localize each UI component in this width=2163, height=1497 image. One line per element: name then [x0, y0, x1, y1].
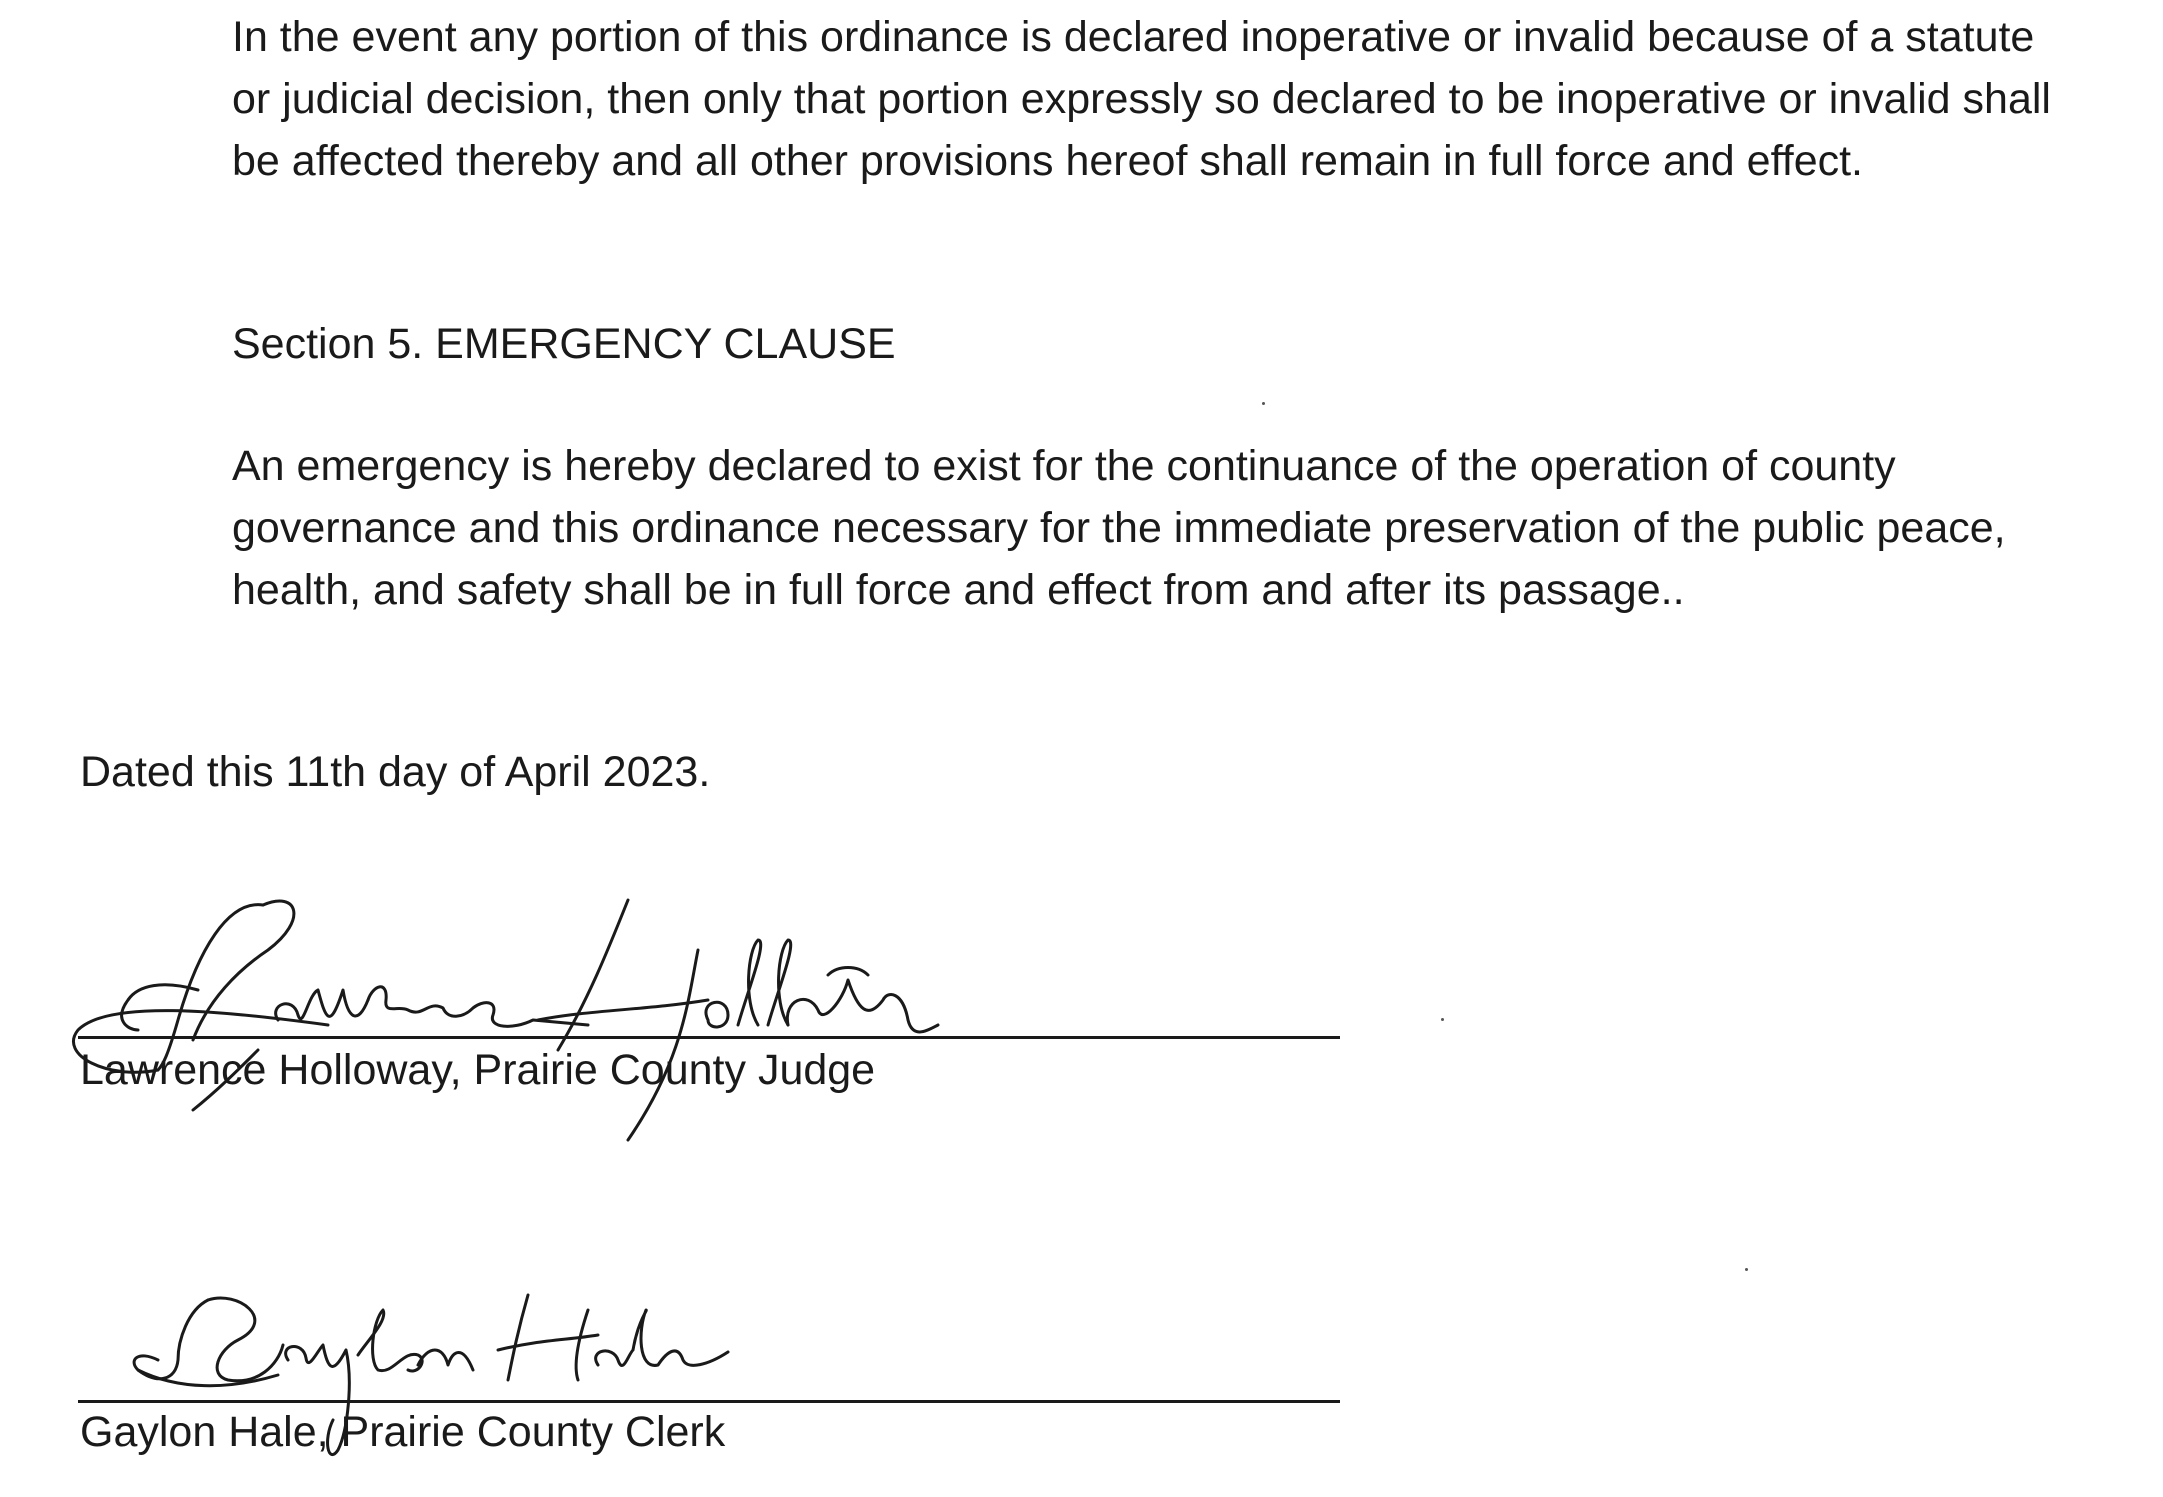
- scan-speck: [1262, 402, 1265, 405]
- scan-speck: [1745, 1268, 1748, 1271]
- emergency-clause-paragraph: An emergency is hereby declared to exist for the continuance of the operation of county governance and this ordinance necessary for the immediate preservation of the public peace, health, and safety shall be in full force and effect from and after its passage..: [232, 442, 2006, 614]
- severability-paragraph: In the event any portion of this ordinance is declared inoperative or invalid because of a statute or judicial decision, then only that portion expressly so declared to be inoperative or invalid shall be affected thereby and all other provisions hereof shall remain in full force and effect.: [232, 13, 2051, 185]
- section-5-heading: Section 5. EMERGENCY CLAUSE: [232, 320, 896, 368]
- judge-signature-caption: Lawrence Holloway, Prairie County Judge: [80, 1046, 876, 1094]
- clerk-signature-caption: Gaylon Hale, Prairie County Clerk: [80, 1408, 726, 1456]
- judge-signature-block: [78, 890, 1348, 1210]
- clerk-signature-block: [78, 1290, 1348, 1490]
- judge-handwritten-signature: [68, 880, 968, 1180]
- scan-speck: [1441, 1018, 1444, 1021]
- clerk-signature-line: [78, 1400, 1340, 1403]
- judge-signature-line: [78, 1036, 1340, 1039]
- dated-line: Dated this 11th day of April 2023.: [80, 748, 711, 796]
